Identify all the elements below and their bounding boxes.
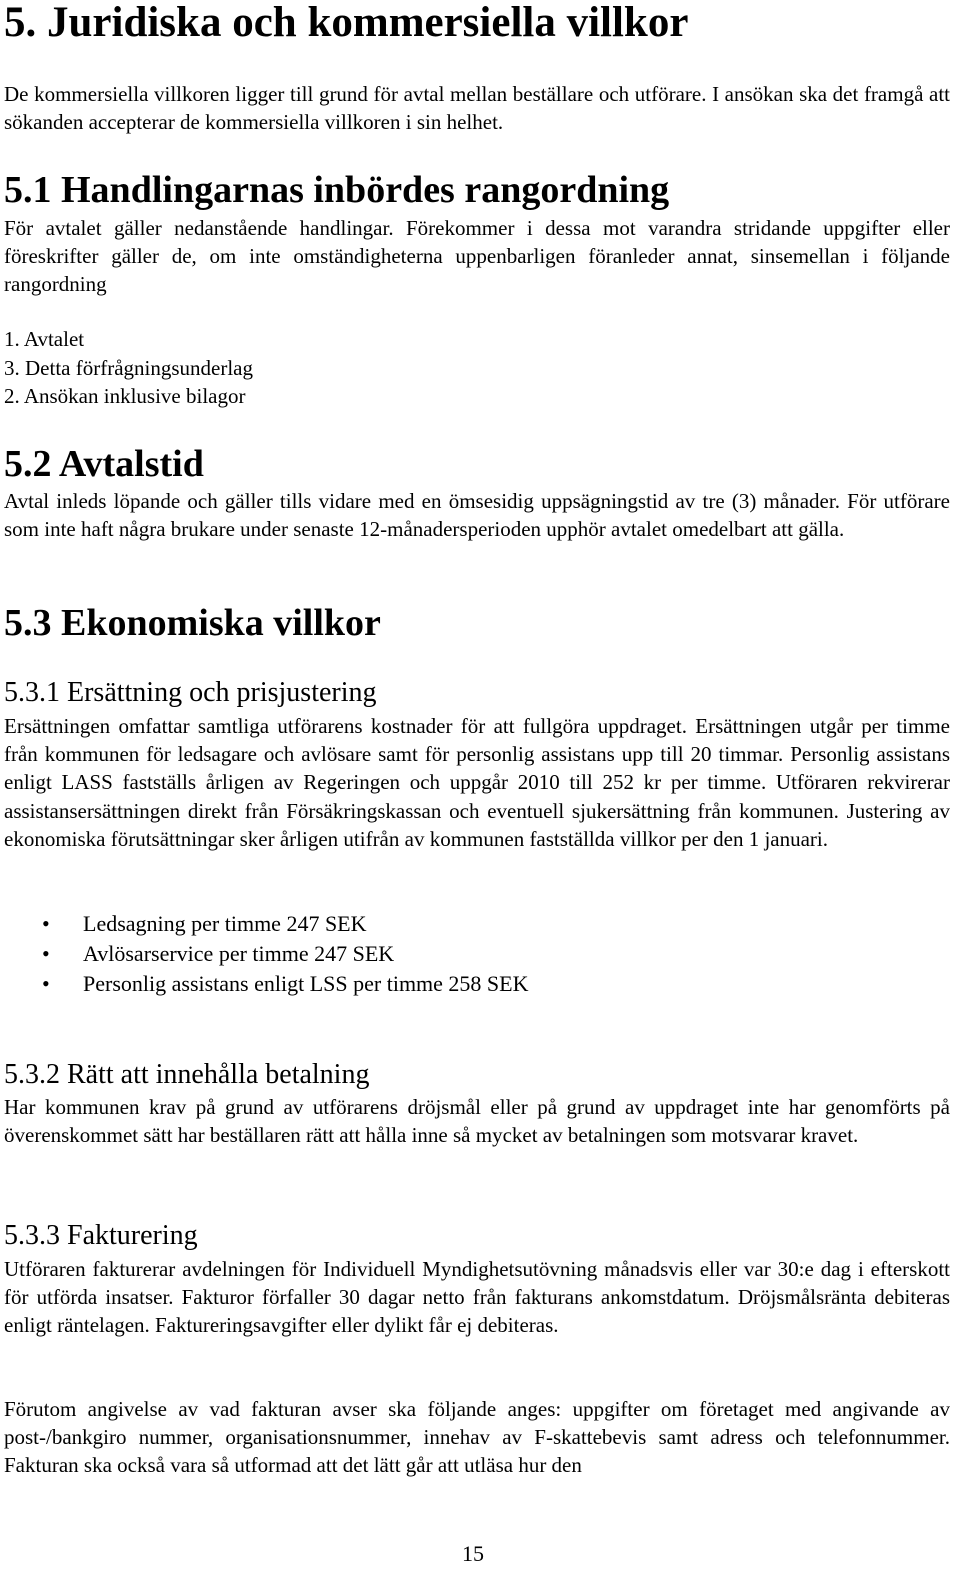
bullet-icon: • xyxy=(42,971,50,996)
section-5-3-1-body: Ersättningen omfattar samtliga utförarens kostnader för att fullgöra uppdraget. Ersättningen utgår per timme från kommunen för ledsagare och avlösare samt för personlig assistans upp till 20 timmar. Personlig assistans enligt LASS fastställs årligen av Regeringen och uppgår 2010 till 252 kr per timme. Utföraren rekvirerar assistansersättningen direkt från Försäkringskassan och eventuell sjukersättning från kommunen. Justering av ekonomiska förutsättningar sker årligen utifrån av kommunen fastställda villkor per den 1 januari. xyxy=(4,714,950,851)
rank-list-item: 3. Detta förfrågningsunderlag xyxy=(4,355,253,380)
price-bullet-text: Avlösarservice per timme 247 SEK xyxy=(83,941,395,966)
section-5-3-3-body-1: Utföraren fakturerar avdelningen för Individuell Myndighetsutövning månadsvis eller var 30:e dag i efterskott för utförda insatser. Fakturor förfaller 30 dagar netto från fakturans ankomstdatum. Dröjsmålsränta debiteras enligt räntelagen. Faktureringsavgifter eller dylikt får ej debiteras. xyxy=(4,1257,950,1338)
section-5-3-3-heading: 5.3.3 Fakturering xyxy=(4,1220,198,1251)
rank-list-item: 2. Ansökan inklusive bilagor xyxy=(4,384,246,408)
bullet-icon: • xyxy=(42,941,50,966)
section-5-heading: 5. Juridiska och kommersiella villkor xyxy=(4,0,689,46)
section-5-3-3-body-2: Förutom angivelse av vad fakturan avser ska följande anges: uppgifter om företaget med angivande av post-/bankgiro nummer, organisationsnummer, innehav av F-skattebevis samt adress och telefonnummer. Fakturan ska också vara så utformad att det lätt går att utläsa hur den xyxy=(4,1397,950,1478)
section-5-2-body: Avtal inleds löpande och gäller tills vidare med en ömsesidig uppsägningstid av tre (3) månader. För utförare som inte haft några brukare under senaste 12-månadersperioden upphör avtalet omedelbart att gälla. xyxy=(4,489,950,542)
price-bullet-item xyxy=(4,969,529,999)
page-number: 15 xyxy=(462,1541,484,1566)
section-5-3-2-body: Har kommunen krav på grund av utförarens dröjsmål eller på grund av uppdraget inte har genomförts på överenskommet sätt har beställaren rätt att hålla inne så mycket av betalningen som motsvarar kravet. xyxy=(4,1095,950,1148)
section-5-3-1-heading: 5.3.1 Ersättning och prisjustering xyxy=(4,677,377,708)
price-bullet-list xyxy=(4,909,529,999)
rank-list xyxy=(4,325,253,411)
price-bullet-item xyxy=(4,909,529,939)
section-5-3-heading: 5.3 Ekonomiska villkor xyxy=(4,602,381,644)
price-bullet-item xyxy=(4,939,529,969)
section-5-2-heading: 5.2 Avtalstid xyxy=(4,443,204,485)
section-5-1-body: För avtalet gäller nedanstående handlingar. Förekommer i dessa mot varandra stridande uppgifter eller föreskrifter gäller de, om inte omständigheterna uppenbarligen föranleder annat, sinsemellan i följande rangordning xyxy=(4,216,950,297)
rank-list-item: 1. Avtalet xyxy=(4,327,85,351)
section-5-intro: De kommersiella villkoren ligger till grund för avtal mellan beställare och utförare. I ansökan ska det framgå att sökanden accepterar de kommersiella villkoren i sin helhet. xyxy=(4,82,950,135)
section-5-1-heading: 5.1 Handlingarnas inbördes rangordning xyxy=(4,169,670,211)
price-bullet-text: Personlig assistans enligt LSS per timme 258 SEK xyxy=(83,971,529,996)
section-5-3-2-heading: 5.3.2 Rätt att innehålla betalning xyxy=(4,1059,370,1090)
bullet-icon: • xyxy=(42,911,50,936)
price-bullet-text: Ledsagning per timme 247 SEK xyxy=(83,911,367,936)
